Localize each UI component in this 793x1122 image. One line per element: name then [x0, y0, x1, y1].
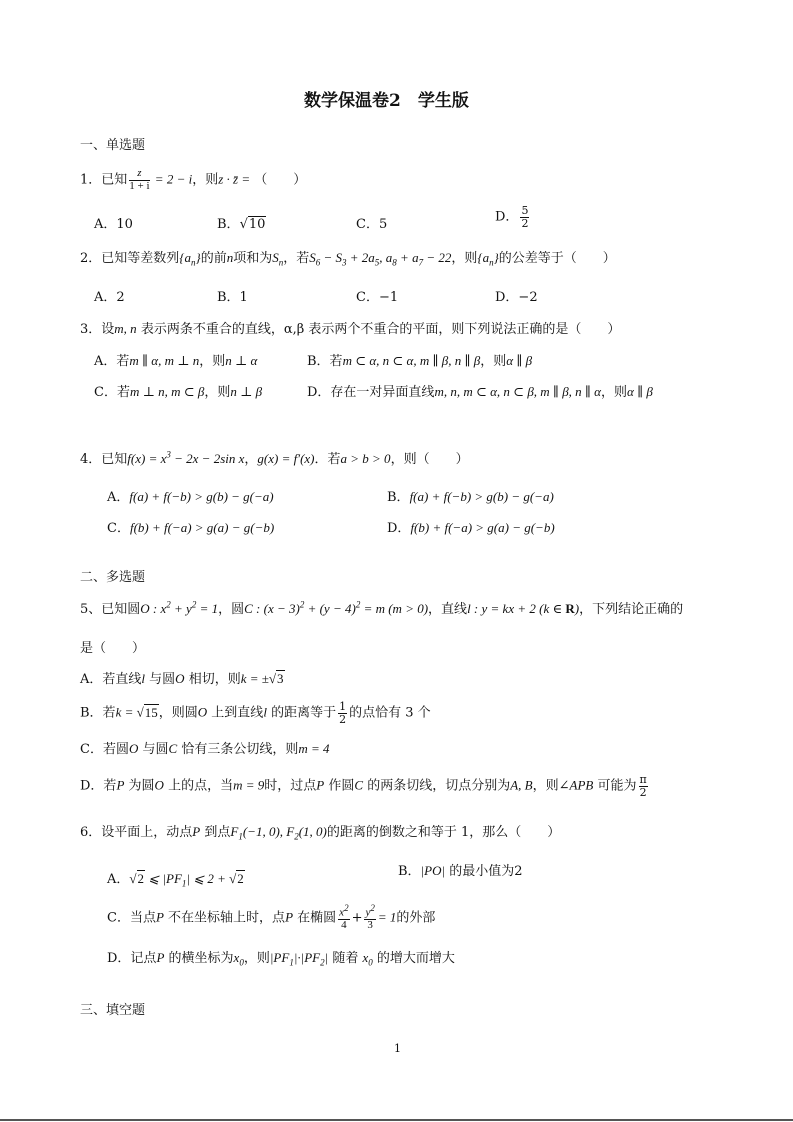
question-4-stem: 4．已知$f(x) = x^3 - 2x - 2\sin$ x，g(x) = f′(x)．若a > b > 0，则（ ） [80, 449, 469, 467]
section-heading-fill: 三、填空题 [80, 1003, 146, 1018]
question-4-option-a[interactable]: A．f(a) + f(−b) > g(b) − g(−a) [107, 489, 274, 505]
question-2-option-b[interactable]: B．1 [217, 290, 248, 305]
question-1-stem: 1．已知 $\frac{z}{1 + i}$ = 2 − i，则z · z̄ = （ ） [80, 167, 307, 192]
question-3-option-d[interactable]: D．存在一对异面直线m, n, m ⊂ α, n ⊂ β, m ∥ β, n ∥ α，则α ∥ β [307, 384, 653, 400]
question-5-stem: 5、已知圆O : $x^2 + y^2 = 1$，圆C : $(x - 3)^2 + (y - 4)^2 = m$ (m > 0)，直线l : y = kx + 2 (k ∈ R)，下列结论正确的 [80, 599, 684, 617]
question-2-option-d[interactable]: D．−2 [495, 290, 538, 305]
question-6-option-a[interactable]: A．√2 ⩽ $|PF_1|$ ⩽ 2 + √2 [107, 871, 244, 889]
question-3-option-c[interactable]: C．若m ⊥ n, m ⊂ β，则n ⊥ β [94, 384, 263, 400]
question-1-option-a[interactable]: A．10 [94, 217, 133, 232]
question-1-option-c[interactable]: C．5 [356, 217, 388, 232]
question-2-option-c[interactable]: C．−1 [356, 290, 399, 305]
question-6-option-b[interactable]: B．|PO| 的最小值为2 [398, 863, 523, 879]
question-6-option-d[interactable]: D．记点P 的横坐标为$x_0$，则$|PF_1|\cdot|PF_2|$ 随着 $x_0$ 的增大而增大 [107, 950, 455, 968]
question-3-option-b[interactable]: B．若m ⊂ α, n ⊂ α, m ∥ β, n ∥ β，则α ∥ β [307, 353, 533, 369]
question-2-option-a[interactable]: A．2 [94, 290, 125, 305]
page-title: 数学保温卷2 学生版 [304, 91, 469, 111]
page-number: 1 [394, 1042, 401, 1055]
page-bottom-border [0, 1119, 793, 1121]
question-3-option-a[interactable]: A．若m ∥ α, m ⊥ n，则n ⊥ α [94, 353, 258, 369]
question-5-option-b[interactable]: B．若k = √15，则圆O 上到直线l 的距离等于 $\frac{1}{2}$ 的点恰有 3 个 [80, 700, 431, 726]
question-4-option-b[interactable]: B．f(a) + f(−b) > g(b) − g(−a) [387, 489, 554, 505]
question-1-option-b[interactable]: B．√10 [217, 217, 266, 232]
question-1-option-d[interactable]: D． $\frac{5}{2}$ [495, 204, 529, 230]
question-5-option-d[interactable]: D．若P 为圆O 上的点，当m = 9时，过点P 作圆C 的两条切线，切点分别为A, B，则∠APB 可能为 $\frac{\pi}{2}$ [80, 773, 647, 799]
question-4-option-d[interactable]: D．f(b) + f(−a) > g(a) − g(−b) [387, 520, 555, 536]
section-heading-multi: 二、多选题 [80, 570, 146, 585]
question-5-stem-continued: 是（ ） [80, 641, 146, 656]
section-heading-single: 一、单选题 [80, 138, 146, 153]
question-2-stem: 2．已知等差数列$\{a_n\}$的前n项和为$S_n$，若$S_6 - S_3 + 2a_5$, $a_8 + a_7 - 22$，则$\{a_n\}$的公差等于（ ） [80, 250, 616, 268]
question-4-option-c[interactable]: C．f(b) + f(−a) > g(a) − g(−b) [107, 520, 275, 536]
question-5-option-a[interactable]: A．若直线l 与圆O 相切，则k = ±√3 [80, 671, 284, 687]
question-3-stem: 3．设m, n 表示两条不重合的直线，α,β 表示两个不重合的平面，则下列说法正确的是（ ） [80, 321, 621, 337]
question-6-option-c[interactable]: C．当点P 不在坐标轴上时，点P 在椭圆 $\frac{x^2}{4}$ + $\frac{y^2}{3}$ = 1的外部 [107, 903, 436, 932]
question-5-option-c[interactable]: C．若圆O 与圆C 恰有三条公切线，则m = 4 [80, 741, 330, 757]
question-6-stem: 6．设平面上，动点P 到点$F_1(-1$, 0), $F_2(1$, 0)的距离的倒数之和等于 1，那么（ ） [80, 824, 561, 842]
